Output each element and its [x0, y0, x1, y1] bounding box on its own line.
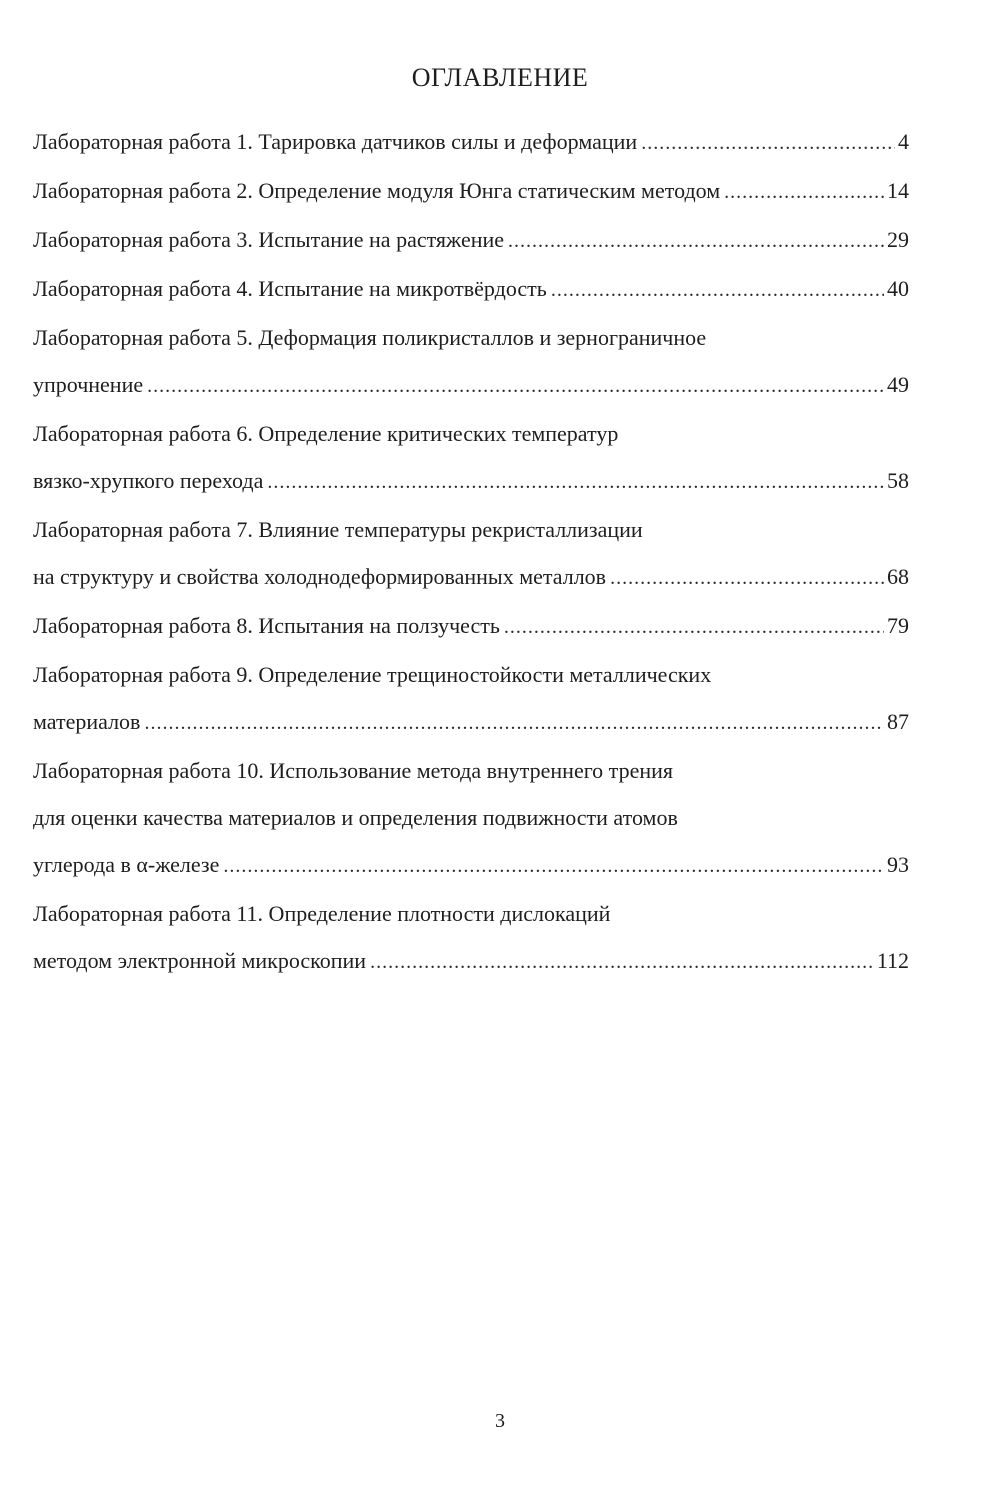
dot-leader [504, 602, 884, 651]
toc-entry-line: для оценки качества материалов и определения подвижности атомов [33, 805, 678, 830]
toc-title: ОГЛАВЛЕНИЕ [411, 63, 589, 92]
toc-entry-line: углерода в α-железе [33, 852, 220, 877]
toc-entry-last-line [33, 602, 909, 651]
toc-entry [33, 602, 909, 651]
toc-entry-line: материалов [33, 709, 141, 734]
toc-entry-page: 29 [887, 227, 909, 252]
dot-leader [724, 167, 884, 216]
toc-entry [33, 167, 909, 216]
dot-leader [223, 841, 884, 890]
toc-entry-last-line [33, 937, 909, 986]
toc-entry-last-line [33, 118, 909, 167]
toc-entry-last-line [33, 457, 909, 506]
toc-entry-page: 49 [887, 372, 909, 397]
toc-entry [33, 265, 909, 314]
toc-entry-line: Лабораторная работа 11. Определение плотности дислокаций [33, 901, 611, 926]
toc-entry-page: 93 [887, 852, 909, 877]
toc-entry-last-line [33, 361, 909, 410]
dot-leader [508, 216, 884, 265]
toc-entry-last-line [33, 841, 909, 890]
toc-entry-page: 79 [887, 613, 909, 638]
toc-entry [33, 118, 909, 167]
dot-leader [370, 937, 874, 986]
toc-entry-page: 112 [876, 948, 909, 973]
toc-entry-line: Лабораторная работа 7. Влияние температуры рекристаллизации [33, 517, 643, 542]
dot-leader [551, 265, 884, 314]
dot-leader [610, 553, 884, 602]
toc-entry-page: 68 [887, 564, 909, 589]
toc-entry [33, 506, 909, 602]
toc-entry-page: 14 [887, 178, 909, 203]
toc-entry-line: Лабораторная работа 1. Тарировка датчиков силы и деформации [33, 129, 638, 154]
toc-entry-page: 58 [887, 468, 909, 493]
toc-entry-line: Лабораторная работа 5. Деформация поликристаллов и зернограничное [33, 325, 707, 350]
toc-entry-page: 87 [887, 709, 909, 734]
toc-list [33, 118, 909, 986]
toc-entry [33, 314, 909, 410]
toc-entry-line: Лабораторная работа 2. Определение модуля Юнга статическим методом [33, 178, 721, 203]
toc-entry [33, 651, 909, 747]
dot-leader [144, 698, 884, 747]
toc-entry-line: вязко-хрупкого перехода [33, 468, 264, 493]
toc-entry-line: упрочнение [33, 372, 144, 397]
toc-entry [33, 216, 909, 265]
toc-entry-line: Лабораторная работа 4. Испытание на микротвёрдость [33, 276, 547, 301]
dot-leader [267, 457, 884, 506]
toc-entry-last-line [33, 167, 909, 216]
toc-entry-line: Лабораторная работа 10. Использование метода внутреннего трения [33, 758, 673, 783]
toc-entry-page: 4 [898, 129, 909, 154]
toc-entry-last-line [33, 553, 909, 602]
toc-entry-line: Лабораторная работа 3. Испытание на растяжение [33, 227, 505, 252]
dot-leader [641, 118, 895, 167]
toc-entry [33, 890, 909, 986]
toc-entry-page: 40 [887, 276, 909, 301]
toc-entry-line: методом электронной микроскопии [33, 948, 367, 973]
dot-leader [147, 361, 884, 410]
toc-entry-last-line [33, 216, 909, 265]
toc-entry [33, 747, 909, 890]
toc-entry [33, 410, 909, 506]
page-number: 3 [495, 1410, 505, 1432]
toc-entry-last-line [33, 698, 909, 747]
toc-entry-line: Лабораторная работа 8. Испытания на ползучесть [33, 613, 500, 638]
toc-entry-line: на структуру и свойства холоднодеформированных металлов [33, 564, 607, 589]
toc-entry-line: Лабораторная работа 6. Определение критических температур [33, 421, 619, 446]
toc-entry-line: Лабораторная работа 9. Определение трещиностойкости металлических [33, 662, 712, 687]
toc-entry-last-line [33, 265, 909, 314]
